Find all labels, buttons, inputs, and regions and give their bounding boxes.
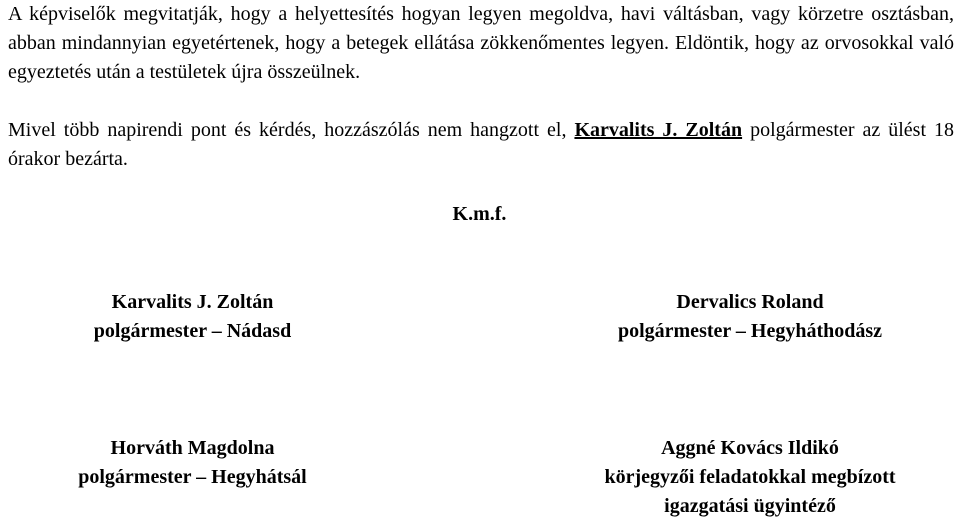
signature-title: körjegyzői feladatokkal megbízott (604, 466, 896, 488)
signature-name: Dervalics Roland (676, 291, 824, 313)
signature-block-dervalics (560, 288, 940, 346)
signature-block-horvath (0, 434, 385, 492)
closing-mayor-name: Karvalits J. Zoltán (574, 119, 743, 141)
closing-text-before: Mivel több napirendi pont és kérdés, hozzászólás nem hangzott el, (8, 119, 575, 141)
signature-name: Aggné Kovács Ildikó (661, 437, 839, 459)
signature-name: Horváth Magdolna (110, 437, 275, 459)
signature-title: polgármester – Hegyhátsál (78, 466, 307, 488)
paragraph-discussion: A képviselők megvitatják, hogy a helyettesítés hogyan legyen megoldva, havi váltásban, vagy körzetre osztásban, abban mindannyian egyetértenek, hogy a betegek ellátása zökkenőmentes legyen. Eldöntik, hogy az orvosokkal való egyeztetés után a testületek újra összeülnek. (8, 3, 954, 83)
signature-name: Karvalits J. Zoltán (111, 291, 274, 313)
closing-text-after: polgármester az ülést 18 órakor bezárta. (8, 119, 954, 170)
signature-block-karvalits (0, 288, 385, 346)
signature-title: polgármester – Hegyháthodász (617, 320, 883, 342)
signature-title-secondary: igazgatási ügyintéző (664, 495, 836, 517)
kmf-mark: K.m.f. (452, 203, 507, 225)
paragraph-closing (8, 116, 954, 174)
signature-title: polgármester – Nádasd (93, 320, 292, 342)
signature-block-aggne (560, 434, 940, 521)
